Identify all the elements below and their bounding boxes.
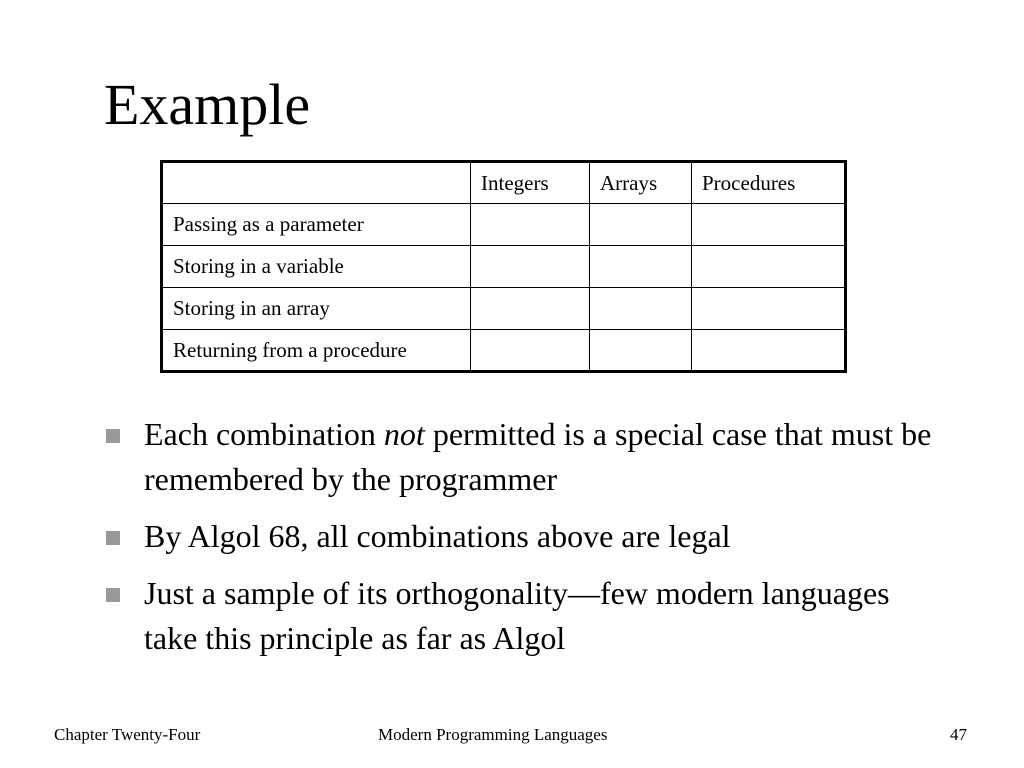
footer-book-title: Modern Programming Languages	[378, 725, 608, 744]
table-cell	[692, 330, 846, 372]
table-cell	[692, 288, 846, 330]
table-row-label: Storing in a variable	[162, 246, 471, 288]
table-cell	[692, 204, 846, 246]
table-header-arrays: Arrays	[590, 162, 692, 204]
table-cell	[471, 246, 590, 288]
bullet-text-start: Each combination	[144, 416, 384, 452]
table-cell	[590, 204, 692, 246]
table-row-label: Returning from a procedure	[162, 330, 471, 372]
square-bullet-icon	[106, 531, 120, 545]
square-bullet-icon	[106, 429, 120, 443]
bullet-text	[144, 416, 931, 497]
footer-page-number: 47	[950, 725, 967, 744]
bullet-item	[104, 514, 934, 559]
table-row-label: Storing in an array	[162, 288, 471, 330]
table-row	[162, 288, 846, 330]
table-cell	[471, 204, 590, 246]
table-header-row	[162, 162, 846, 204]
table-cell	[590, 246, 692, 288]
table-row-label: Passing as a parameter	[162, 204, 471, 246]
bullet-text-end: permitted is a special case that must be remembered by the programmer	[144, 416, 932, 497]
bullet-text: Just a sample of its orthogonality—few modern languages take this principle as far as Algol	[144, 575, 890, 656]
table-row	[162, 204, 846, 246]
table-cell	[590, 330, 692, 372]
table-cell	[590, 288, 692, 330]
bullet-item	[104, 571, 934, 661]
combination-table	[160, 160, 847, 373]
footer-chapter: Chapter Twenty-Four	[54, 725, 201, 744]
bullet-item	[104, 412, 934, 502]
table-cell	[692, 246, 846, 288]
table-row	[162, 246, 846, 288]
table-header-integers: Integers	[471, 162, 590, 204]
table-cell	[471, 288, 590, 330]
square-bullet-icon	[106, 588, 120, 602]
table-row	[162, 330, 846, 372]
slide-title: Example	[104, 72, 311, 137]
table-cell	[471, 330, 590, 372]
table-header-procedures: Procedures	[692, 162, 846, 204]
bullet-list	[104, 412, 934, 673]
table-header-corner	[162, 162, 471, 204]
bullet-text: By Algol 68, all combinations above are legal	[144, 518, 731, 554]
bullet-emphasis: not	[383, 416, 425, 452]
